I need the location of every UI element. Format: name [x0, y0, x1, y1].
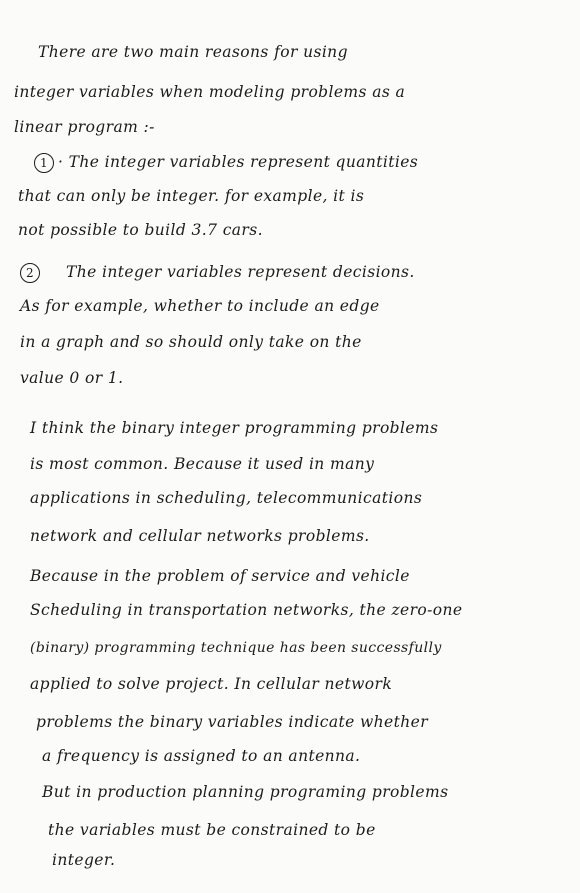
- text-line: integer variables when modeling problems as a: [14, 83, 406, 101]
- text-line: network and cellular networks problems.: [30, 527, 370, 545]
- text-line: But in production planning programing problems: [42, 783, 449, 801]
- point-2-line: [20, 262, 415, 283]
- text-line: the variables must be constrained to be: [48, 821, 376, 839]
- text-line: applications in scheduling, telecommunications: [30, 489, 423, 507]
- text-line: (binary) programming technique has been successfully: [30, 640, 442, 656]
- point-1-line: [34, 152, 418, 173]
- text-line: that can only be integer. for example, it is: [18, 187, 365, 205]
- text-line: integer.: [52, 851, 116, 869]
- text-line: a frequency is assigned to an antenna.: [42, 747, 361, 765]
- text-line: Because in the problem of service and vehicle: [30, 567, 410, 585]
- text-line: · The integer variables represent quantities: [58, 153, 419, 171]
- text-line: Scheduling in transportation networks, the zero-one: [30, 601, 463, 619]
- text-line: There are two main reasons for using: [38, 43, 348, 61]
- text-line: is most common. Because it used in many: [30, 455, 375, 473]
- point-number-marker: 1: [34, 153, 54, 173]
- text-line: applied to solve project. In cellular network: [30, 675, 393, 693]
- text-line: linear program :-: [14, 118, 155, 136]
- text-line: As for example, whether to include an edge: [20, 297, 380, 315]
- text-line: I think the binary integer programming problems: [30, 419, 439, 437]
- point-number-marker: 2: [20, 263, 40, 283]
- text-line: problems the binary variables indicate whether: [36, 713, 429, 731]
- text-line: in a graph and so should only take on the: [20, 333, 362, 351]
- text-line: value 0 or 1.: [20, 369, 124, 387]
- text-line: The integer variables represent decisions.: [66, 263, 415, 281]
- text-line: not possible to build 3.7 cars.: [18, 221, 263, 239]
